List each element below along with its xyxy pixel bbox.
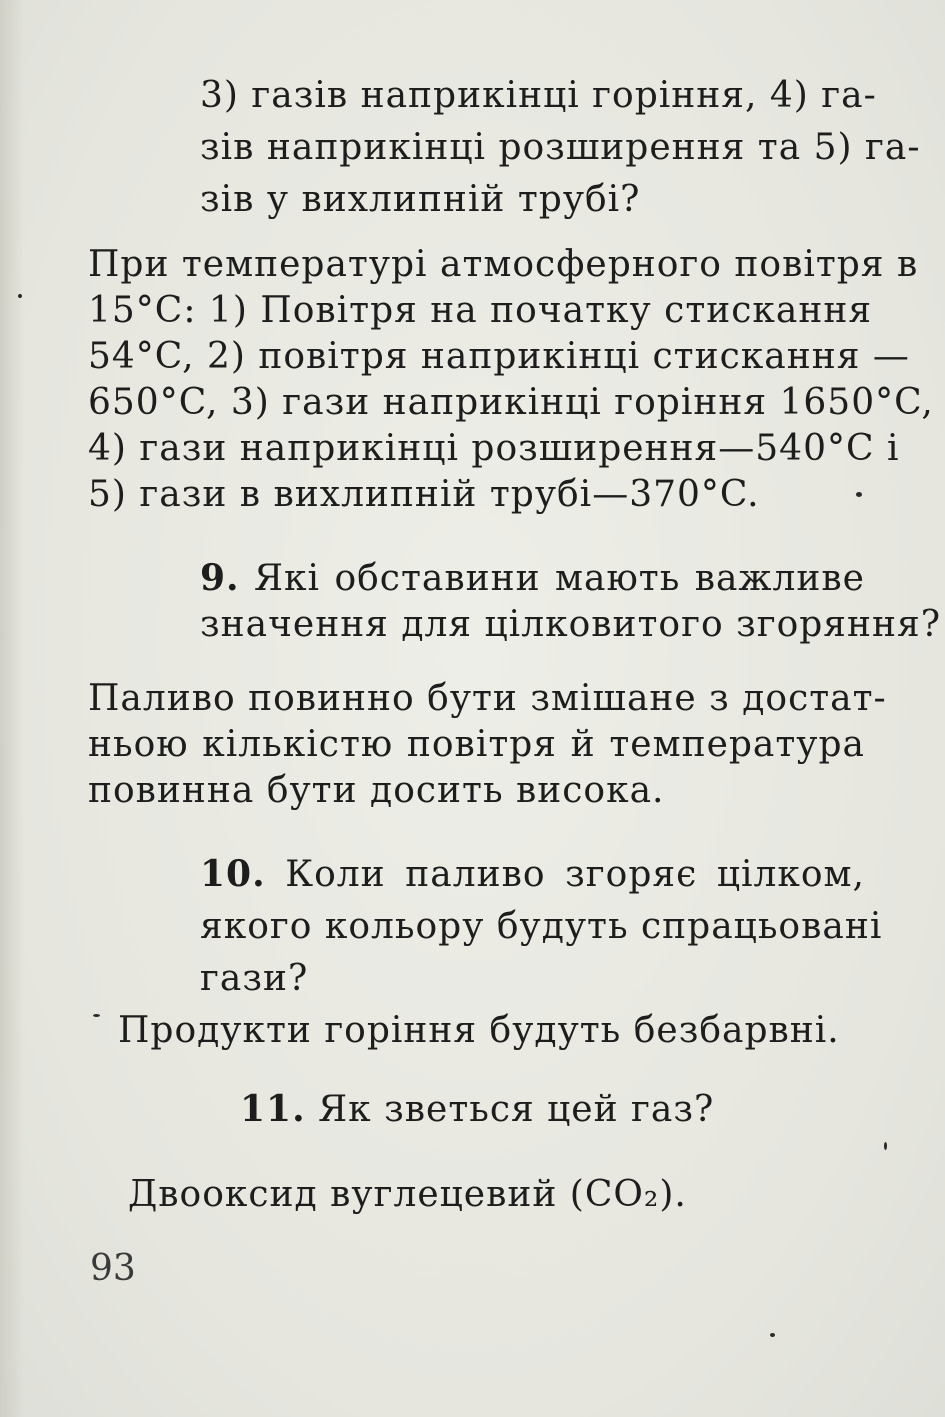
question-number: 11. bbox=[240, 1088, 306, 1130]
answer-11 bbox=[128, 1172, 728, 1218]
question-8-continuation bbox=[200, 70, 921, 226]
page-spine-shadow bbox=[0, 0, 24, 1417]
answer-line: 54°C, 2) повітря наприкінці стискання — bbox=[88, 336, 910, 377]
question-line bbox=[200, 848, 865, 901]
question-line: 3) газів наприкінці горіння, 4) га- bbox=[200, 75, 877, 116]
question-number: 9. bbox=[200, 557, 240, 599]
answer-line: Паливо повинно бути змішане з достат- bbox=[88, 678, 887, 719]
question-text: Коли паливо згоряє цілком, bbox=[285, 854, 865, 895]
answer-line: 5) гази в вихлипній трубі—370°C. bbox=[88, 474, 760, 515]
answer-10 bbox=[118, 1008, 840, 1054]
question-line: зів у вихлипній трубі? bbox=[200, 179, 641, 220]
page-number: 93 bbox=[90, 1248, 136, 1289]
answer-line: 15°C: 1) Повітря на початку стискання bbox=[88, 290, 873, 331]
answer-line: При температурі атмосферного повітря в bbox=[88, 244, 919, 285]
question-line: зів наприкінці розширення та 5) га- bbox=[200, 127, 921, 168]
print-speck bbox=[856, 492, 862, 497]
answer-9 bbox=[88, 676, 887, 814]
question-number: 10. bbox=[200, 853, 266, 895]
question-9 bbox=[200, 555, 941, 648]
question-line: значення для цілковитого згоряння? bbox=[200, 604, 941, 645]
answer-line: ньою кількістю повітря й температура bbox=[88, 724, 865, 765]
question-line: якого кольору будуть спрацьовані bbox=[200, 906, 883, 947]
print-speck bbox=[93, 1014, 100, 1017]
answer-line: 4) гази наприкінці розширення—540°C і bbox=[88, 428, 900, 469]
answer-line: повинна бути досить висока. bbox=[88, 770, 665, 811]
question-text: Як зветься цей газ? bbox=[318, 1089, 715, 1130]
print-speck bbox=[18, 294, 22, 298]
answer-line: 650°C, 3) гази наприкінці горіння 1650°C, bbox=[88, 382, 934, 423]
question-text: Які обставини мають важливе bbox=[253, 558, 865, 599]
print-speck bbox=[770, 1333, 775, 1337]
answer-line: Двооксид вуглецевий (CO₂). bbox=[128, 1174, 687, 1215]
question-11 bbox=[240, 1086, 840, 1133]
print-speck bbox=[884, 1142, 887, 1150]
answer-line: Продукти горіння будуть безбарвні. bbox=[118, 1010, 840, 1051]
answer-8 bbox=[88, 242, 934, 518]
question-10 bbox=[200, 848, 883, 1005]
question-line bbox=[240, 1086, 840, 1133]
question-line bbox=[200, 555, 865, 602]
question-line: гази? bbox=[200, 958, 309, 999]
